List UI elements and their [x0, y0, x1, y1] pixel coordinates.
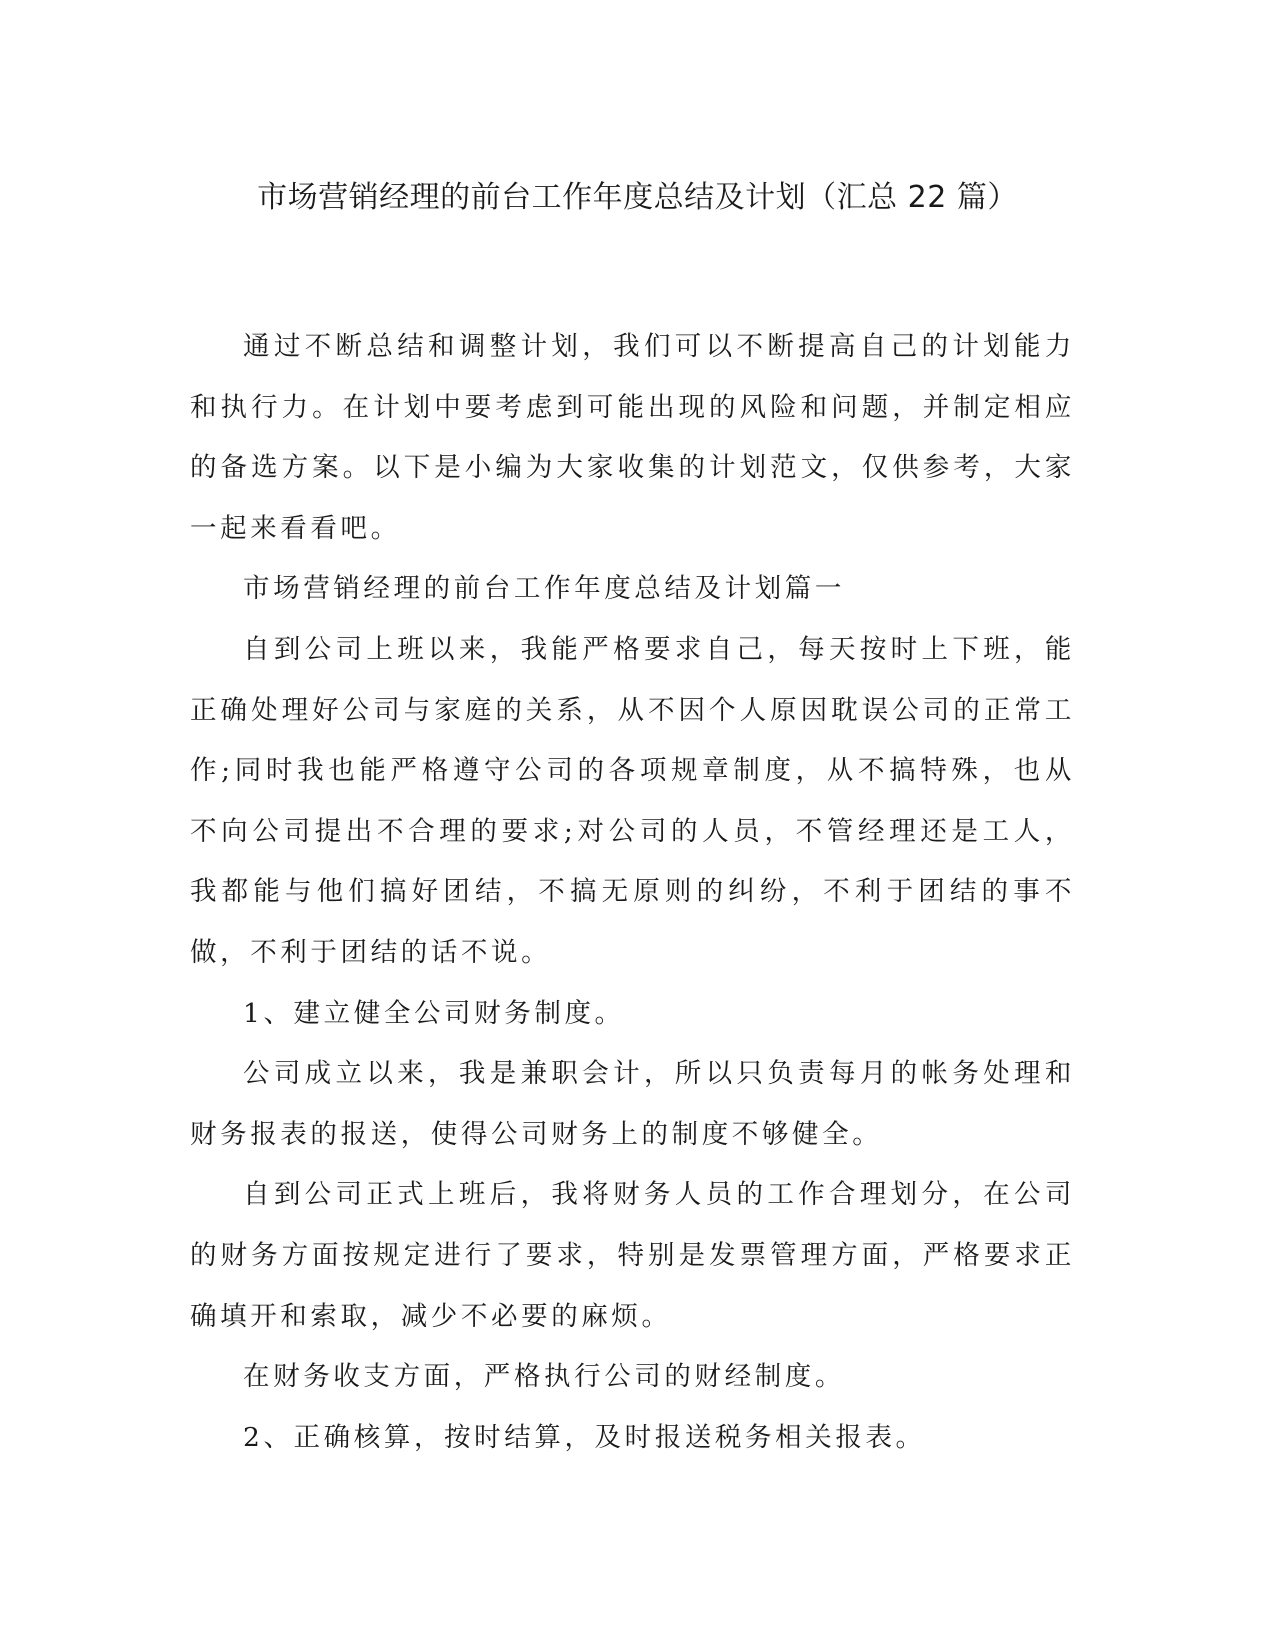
- document-title: 市场营销经理的前台工作年度总结及计划（汇总 22 篇）: [257, 180, 1018, 215]
- numbered-item: 2、正确核算，按时结算，及时报送税务相关报表。: [243, 1421, 926, 1453]
- body-paragraph: 自到公司正式上班后，我将财务人员的工作合理划分，在公司的财务方面按规定进行了要求，特别是发票管理方面，严格要求正确填开和索取，减少不必要的麻烦。: [190, 1179, 1075, 1332]
- body-paragraph: 自到公司上班以来，我能严格要求自己，每天按时上下班，能正确处理好公司与家庭的关系，从不因个人原因耽误公司的正常工作;同时我也能严格遵守公司的各项规章制度，从不搞特殊，也从不向公司提出不合理的要求;对公司的人员，不管经理还是工人，我都能与他们搞好团结，不搞无原则的纠纷，不利于团结的事不做，不利于团结的话不说。: [190, 633, 1075, 968]
- intro-paragraph: 通过不断总结和调整计划，我们可以不断提高自己的计划能力和执行力。在计划中要考虑到可能出现的风险和问题，并制定相应的备选方案。以下是小编为大家收集的计划范文，仅供参考，大家一起来看看吧。: [190, 331, 1075, 544]
- section-heading: 市场营销经理的前台工作年度总结及计划篇一: [243, 573, 845, 605]
- numbered-item: 1、建立健全公司财务制度。: [243, 997, 625, 1029]
- body-paragraph: 在财务收支方面，严格执行公司的财经制度。: [243, 1361, 845, 1393]
- body-paragraph: 公司成立以来，我是兼职会计，所以只负责每月的帐务处理和财务报表的报送，使得公司财务上的制度不够健全。: [190, 1058, 1075, 1150]
- document-body: [190, 317, 1075, 1468]
